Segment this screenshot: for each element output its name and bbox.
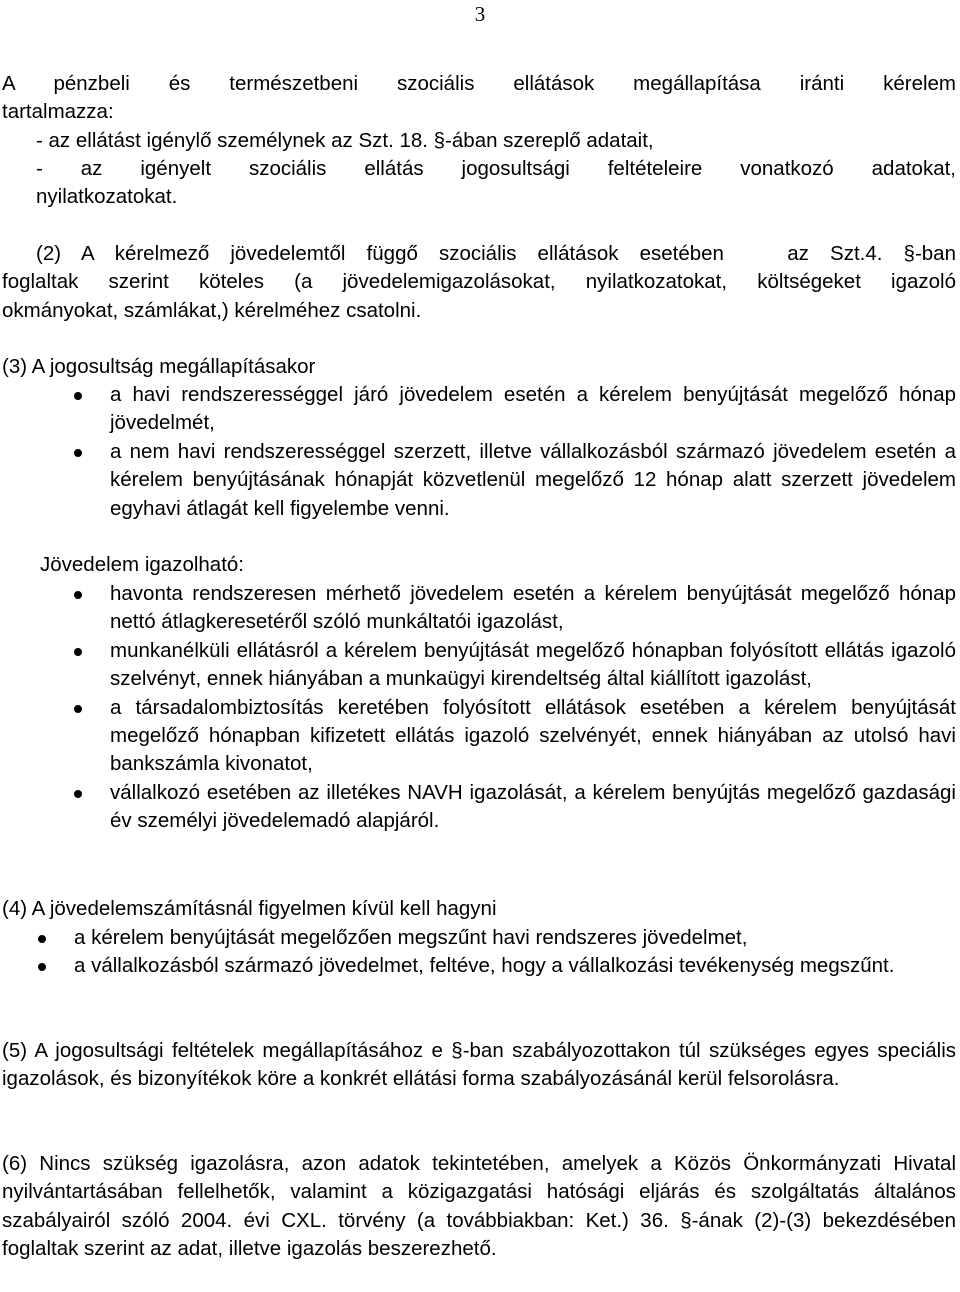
section-4-heading: (4) A jövedelemszámításnál figyelmen kívül kell hagyni	[2, 897, 497, 920]
section-3-heading: (3) A jogosultság megállapításakor	[2, 355, 316, 378]
list-item-text: a kérelem benyújtását megelőzően megszűnt havi rendszeres jövedelmet,	[74, 926, 748, 949]
list-item-text: a havi rendszerességgel járó jövedelem esetén a kérelem benyújtását megelőző hónap jövedelmét,	[110, 383, 956, 435]
list-item-text: a társadalombiztosítás keretében folyósított ellátások esetében a kérelem benyújtását megelőző hónapban kifizetett ellátás igazoló szelvényét, ennek hiányában az utolsó havi bankszámla kivonatot,	[110, 695, 956, 776]
list-item-text: vállalkozó esetében az illetékes NAVH igazolását, a kérelem benyújtás megelőző gazdasági év személyi jövedelemadó alapjáról.	[110, 780, 956, 833]
list-item	[0, 694, 956, 779]
section-5-paragraph: (5) A jogosultsági feltételek megállapításához e §-ban szabályozottakon túl szükséges egyes speciális igazolások, és bizonyítékok köre a konkrét ellátási forma szabályozásánál kerül felsorolásra.	[2, 1039, 956, 1091]
bullet-icon	[74, 392, 82, 400]
list-item	[0, 580, 956, 637]
list-item	[0, 779, 956, 836]
section-2-line: (2) A kérelmező jövedelemtől függő szociális ellátások esetében az Szt.4. §-ban	[36, 242, 956, 265]
list-item-text: a nem havi rendszerességgel szerzett, illetve vállalkozásból származó jövedelem esetén a kérelem benyújtásának hónapját közvetlenül megelőző 12 hónap alatt szerzett jövedelem egyhavi átlagát kell figyelembe venni.	[110, 439, 956, 520]
page-number: 3	[474, 2, 486, 26]
bullet-icon	[74, 705, 82, 713]
income-proof-list	[0, 580, 956, 836]
intro-line: nyilatkozatokat.	[36, 185, 178, 208]
bullet-icon	[74, 648, 82, 656]
bullet-icon	[38, 963, 46, 971]
intro-line: - az ellátást igénylő személynek az Szt. 18. §-ában szereplő adatait,	[36, 129, 654, 152]
list-item	[0, 924, 956, 952]
section-3-list	[0, 381, 956, 523]
list-item-text: munkanélküli ellátásról a kérelem benyújtását megelőző hónapban folyósított ellátás igazoló szelvényt, ennek hiányában a munkaügyi kirendeltség által kiállított igazolást,	[110, 638, 956, 691]
section-4-list	[0, 924, 956, 981]
list-item	[0, 381, 956, 438]
intro-line: tartalmazza:	[2, 100, 114, 123]
income-proof-heading: Jövedelem igazolható:	[40, 553, 244, 576]
list-item-text: havonta rendszeresen mérhető jövedelem esetén a kérelem benyújtását megelőző hónap nettó átlagkeresetéről szóló munkáltatói igazolást,	[110, 582, 956, 634]
bullet-icon	[74, 790, 82, 798]
intro-line: A pénzbeli és természetbeni szociális ellátások megállapítása iránti kérelem	[2, 72, 956, 95]
bullet-icon	[74, 591, 82, 599]
bullet-icon	[74, 449, 82, 457]
intro-line: - az igényelt szociális ellátás jogosultsági feltételeire vonatkozó adatokat,	[36, 157, 956, 180]
list-item	[0, 637, 956, 694]
list-item	[0, 952, 956, 980]
section-2-line: okmányokat, számlákat,) kérelméhez csatolni.	[2, 299, 422, 322]
bullet-icon	[38, 935, 46, 943]
section-2-line: foglaltak szerint köteles (a jövedelemigazolásokat, nyilatkozatokat, költségeket igazoló	[2, 270, 956, 293]
list-item	[0, 438, 956, 523]
list-item-text: a vállalkozásból származó jövedelmet, feltéve, hogy a vállalkozási tevékenység megszűnt.	[74, 954, 895, 978]
section-6-paragraph: (6) Nincs szükség igazolásra, azon adatok tekintetében, amelyek a Közös Önkormányzati Hivatal nyilvántartásában fellelhetők, valamint a közigazgatási hatósági eljárás és szolgáltatás általános szabályairól szóló 2004. évi CXL. törvény (a továbbiakban: Ket.) 36. §-ának (2)-(3) bekezdésében foglaltak szerint az adat, illetve igazolás beszerezhető.	[2, 1152, 956, 1261]
